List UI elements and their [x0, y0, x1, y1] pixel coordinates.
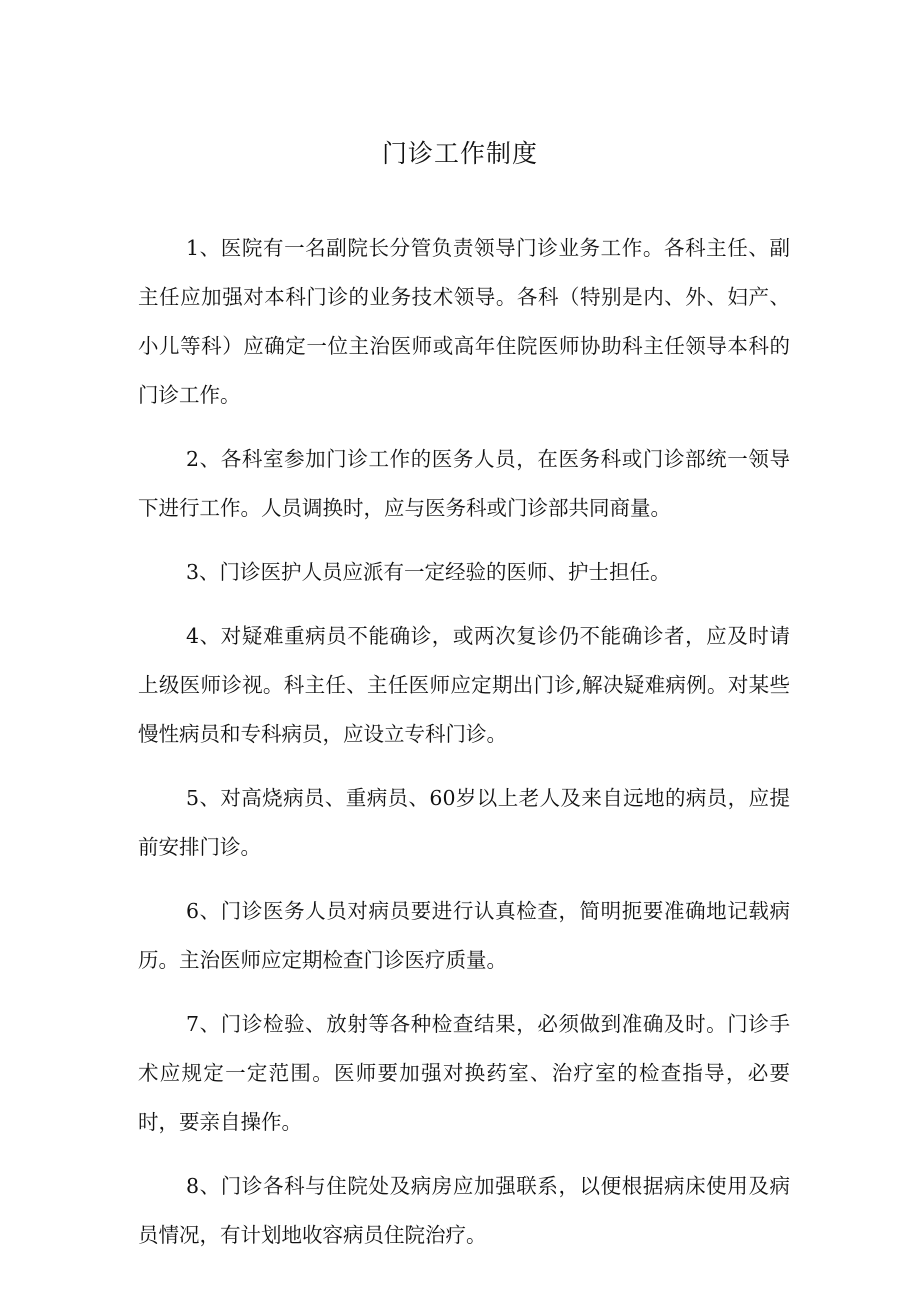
paragraph-8: 8、门诊各科与住院处及病房应加强联系，以便根据病床使用及病员情况，有计划地收容病员住院治疗。	[138, 1174, 790, 1247]
paragraph-6: 6、门诊医务人员对病员要进行认真检查，简明扼要准确地记载病历。主治医师应定期检查门诊医疗质量。	[138, 899, 790, 972]
paragraph-2: 2、各科室参加门诊工作的医务人员，在医务科或门诊部统一领导下进行工作。人员调换时，应与医务科或门诊部共同商量。	[138, 447, 790, 520]
document-title: 门诊工作制度	[381, 139, 538, 168]
paragraph-7: 7、门诊检验、放射等各种检查结果，必须做到准确及时。门诊手术应规定一定范围。医师要加强对换药室、治疗室的检查指导，必要时，要亲自操作。	[138, 1012, 790, 1134]
document-body	[138, 224, 790, 1275]
paragraph-4: 4、对疑难重病员不能确诊，或两次复诊仍不能确诊者，应及时请上级医师诊视。科主任、主任医师应定期出门诊,解决疑难病例。对某些慢性病员和专科病员，应设立专科门诊。	[138, 624, 790, 746]
paragraph-5: 5、对高烧病员、重病员、60岁以上老人及来自远地的病员，应提前安排门诊。	[138, 786, 790, 859]
paragraph-3: 3、门诊医护人员应派有一定经验的医师、护士担任。	[186, 560, 671, 584]
paragraph-1: 1、医院有一名副院长分管负责领导门诊业务工作。各科主任、副主任应加强对本科门诊的业务技术领导。各科（特别是内、外、妇产、小儿等科）应确定一位主治医师或高年住院医师协助科主任领导本科的门诊工作。	[138, 236, 790, 407]
